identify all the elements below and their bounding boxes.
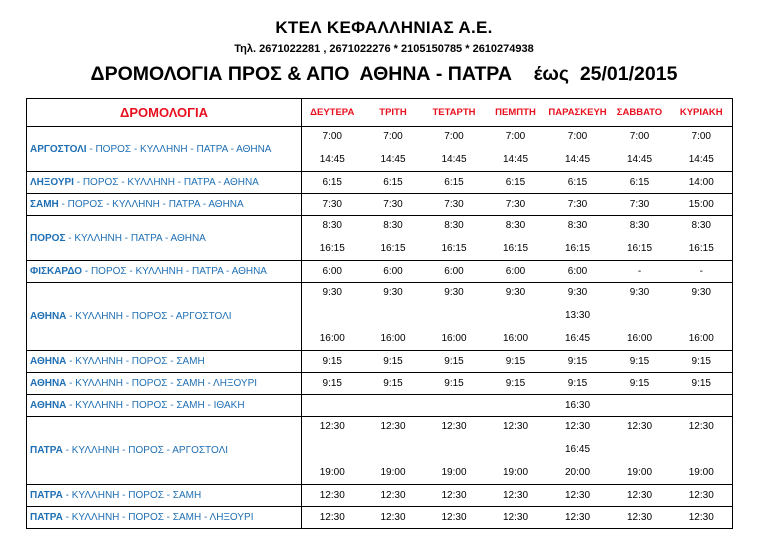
departure-time: 16:15 bbox=[626, 243, 653, 254]
departure-time: 16:00 bbox=[380, 333, 406, 344]
departure-time: 7:30 bbox=[567, 199, 588, 210]
departure-time: 12:30 bbox=[626, 490, 653, 501]
departure-time: 9:15 bbox=[505, 378, 526, 389]
departure-cell bbox=[485, 417, 547, 485]
departure-time: 16:30 bbox=[564, 400, 591, 411]
day-header: ΤΕΤΑΡΤΗ bbox=[424, 99, 485, 127]
departure-cell bbox=[547, 283, 609, 351]
route-stops: - ΠΟΡΟΣ - ΚΥΛΛΗΝΗ - ΠΑΤΡΑ - ΑΘΗΝΑ bbox=[58, 199, 244, 210]
departure-cell bbox=[547, 216, 609, 261]
route-stops: - ΚΥΛΛΗΝΗ - ΠΟΡΟΣ - ΣΑΜΗ bbox=[62, 490, 202, 501]
departure-time: 19:00 bbox=[626, 467, 653, 478]
departure-time: 6:00 bbox=[567, 266, 588, 277]
departure-time: 9:15 bbox=[567, 356, 588, 367]
route-cell bbox=[27, 351, 302, 373]
departure-cell bbox=[302, 216, 363, 261]
phone-numbers: Τηλ. 2671022281 , 2671022276 * 2105150785 * 2610274938 bbox=[234, 43, 534, 55]
header-row bbox=[27, 99, 733, 127]
departure-cell bbox=[609, 261, 671, 283]
departure-time: 19:00 bbox=[688, 467, 714, 478]
departure-cell bbox=[547, 127, 609, 172]
route-origin: ΑΘΗΝΑ bbox=[30, 400, 67, 411]
departure-time: 12:30 bbox=[626, 512, 653, 523]
departure-time: 8:30 bbox=[383, 220, 403, 231]
route-stops: - ΚΥΛΛΗΝΗ - ΠΟΡΟΣ - ΑΡΓΟΣΤΟΛΙ bbox=[66, 311, 232, 322]
departure-cell bbox=[363, 351, 424, 373]
departure-time: 16:15 bbox=[564, 243, 591, 254]
departure-time: 7:00 bbox=[567, 131, 588, 142]
departure-cell bbox=[424, 127, 485, 172]
departure-cell bbox=[609, 216, 671, 261]
departure-time: 12:30 bbox=[380, 512, 406, 523]
departure-cell bbox=[485, 373, 547, 395]
departure-time: 19:00 bbox=[380, 467, 406, 478]
departure-time: 6:15 bbox=[505, 177, 526, 188]
departure-cell bbox=[485, 395, 547, 417]
departure-cell bbox=[547, 507, 609, 529]
departure-cell bbox=[424, 216, 485, 261]
departure-time: 9:15 bbox=[567, 378, 588, 389]
table-row bbox=[27, 417, 733, 485]
departure-time: 12:30 bbox=[688, 512, 714, 523]
route-stops: - ΠΟΡΟΣ - ΚΥΛΛΗΝΗ - ΠΑΤΡΑ - ΑΘΗΝΑ bbox=[82, 266, 267, 277]
departure-cell bbox=[363, 395, 424, 417]
departure-cell bbox=[609, 172, 671, 194]
departure-time: 12:30 bbox=[441, 512, 467, 523]
table-row bbox=[27, 216, 733, 261]
departure-cell bbox=[302, 194, 363, 216]
table-row bbox=[27, 485, 733, 507]
table-row bbox=[27, 283, 733, 351]
departure-cell bbox=[671, 216, 733, 261]
table-row bbox=[27, 395, 733, 417]
departure-time: 16:15 bbox=[688, 243, 714, 254]
departure-time: 8:30 bbox=[567, 220, 588, 231]
departure-cell bbox=[363, 216, 424, 261]
departure-time: 9:30 bbox=[629, 287, 650, 298]
departure-time: 12:30 bbox=[564, 490, 591, 501]
departure-time: 12:30 bbox=[319, 421, 345, 432]
departure-cell bbox=[547, 194, 609, 216]
departure-cell bbox=[424, 395, 485, 417]
route-origin: ΠΑΤΡΑ bbox=[30, 512, 63, 523]
departure-cell bbox=[363, 417, 424, 485]
departure-cell bbox=[485, 261, 547, 283]
departure-cell bbox=[424, 373, 485, 395]
departure-cell bbox=[547, 395, 609, 417]
departure-time: 9:15 bbox=[322, 378, 342, 389]
departure-time: 6:15 bbox=[567, 177, 588, 188]
departure-cell bbox=[485, 485, 547, 507]
departure-time: 14:45 bbox=[626, 154, 653, 165]
departure-time: 12:30 bbox=[502, 421, 529, 432]
departure-cell bbox=[302, 351, 363, 373]
departure-cell bbox=[424, 507, 485, 529]
route-cell bbox=[27, 507, 302, 529]
departure-time: 14:45 bbox=[319, 154, 345, 165]
departure-time: 12:30 bbox=[688, 421, 714, 432]
departure-time: 6:00 bbox=[383, 266, 403, 277]
schedule-title: ΔΡΟΜΟΛΟΓΙΑ ΠΡΟΣ & ΑΠΟ ΑΘΗΝΑ - ΠΑΤΡΑ έως 25/01/2015 bbox=[90, 63, 678, 85]
departure-cell bbox=[485, 194, 547, 216]
departure-cell bbox=[671, 283, 733, 351]
departure-time: 9:15 bbox=[383, 378, 403, 389]
departure-time: 14:00 bbox=[688, 177, 714, 188]
departure-time: 9:15 bbox=[444, 356, 464, 367]
departure-time: 19:00 bbox=[441, 467, 467, 478]
departure-cell bbox=[609, 194, 671, 216]
departure-cell bbox=[671, 351, 733, 373]
departure-cell bbox=[609, 127, 671, 172]
departure-time: 9:30 bbox=[505, 287, 526, 298]
schedule-table bbox=[26, 98, 733, 529]
departure-time: 8:30 bbox=[444, 220, 464, 231]
departure-time: 12:30 bbox=[441, 421, 467, 432]
route-stops: - ΠΟΡΟΣ - ΚΥΛΛΗΝΗ - ΠΑΤΡΑ - ΑΘΗΝΑ bbox=[73, 177, 259, 188]
departure-cell bbox=[302, 172, 363, 194]
departure-time: 12:30 bbox=[319, 490, 345, 501]
route-stops: - ΚΥΛΛΗΝΗ - ΠΟΡΟΣ - ΣΑΜΗ - ΙΘΑΚΗ bbox=[66, 400, 245, 411]
departure-time: 9:15 bbox=[629, 378, 650, 389]
departure-time: 9:15 bbox=[629, 356, 650, 367]
departure-cell bbox=[609, 507, 671, 529]
departure-time: 12:30 bbox=[564, 512, 591, 523]
departure-time: 15:00 bbox=[688, 199, 714, 210]
departure-time: 16:15 bbox=[380, 243, 406, 254]
departure-cell bbox=[547, 373, 609, 395]
route-origin: ΠΟΡΟΣ bbox=[30, 232, 66, 244]
departure-time: - bbox=[699, 266, 703, 277]
departure-cell bbox=[485, 507, 547, 529]
departure-cell bbox=[302, 417, 363, 485]
departure-cell bbox=[302, 395, 363, 417]
departure-time: 16:15 bbox=[319, 243, 345, 254]
departure-time: 16:15 bbox=[441, 243, 467, 254]
departure-time: 7:00 bbox=[322, 131, 342, 142]
departure-cell bbox=[671, 261, 733, 283]
departure-time: 7:30 bbox=[322, 199, 342, 210]
departure-cell bbox=[485, 127, 547, 172]
departure-time: 14:45 bbox=[502, 154, 529, 165]
departure-cell bbox=[363, 127, 424, 172]
departure-cell bbox=[671, 127, 733, 172]
departure-cell bbox=[609, 417, 671, 485]
departure-time: 14:45 bbox=[441, 154, 467, 165]
departure-time: 12:30 bbox=[688, 490, 714, 501]
route-stops: - ΚΥΛΛΗΝΗ - ΠΟΡΟΣ - ΑΡΓΟΣΤΟΛΙ bbox=[62, 445, 229, 456]
departure-cell bbox=[609, 283, 671, 351]
departure-time: 7:30 bbox=[629, 199, 650, 210]
departure-time: 16:00 bbox=[319, 333, 345, 344]
route-stops: - ΚΥΛΛΗΝΗ - ΠΟΡΟΣ - ΣΑΜΗ bbox=[66, 356, 205, 367]
departure-time: - bbox=[637, 266, 642, 277]
departure-cell bbox=[424, 417, 485, 485]
day-header: ΠΑΡΑΣΚΕΥΗ bbox=[547, 99, 609, 127]
route-origin: ΑΘΗΝΑ bbox=[30, 356, 67, 367]
departure-time: 16:00 bbox=[688, 333, 714, 344]
departure-cell bbox=[671, 395, 733, 417]
departure-time: 9:30 bbox=[322, 287, 342, 298]
departure-cell bbox=[671, 417, 733, 485]
departure-cell bbox=[302, 485, 363, 507]
departure-cell bbox=[302, 373, 363, 395]
departure-time: 20:00 bbox=[564, 467, 591, 478]
route-stops: - ΚΥΛΛΗΝΗ - ΠΑΤΡΑ - ΑΘΗΝΑ bbox=[65, 232, 206, 244]
departure-cell bbox=[424, 485, 485, 507]
departure-cell bbox=[424, 172, 485, 194]
departure-time: 9:30 bbox=[383, 287, 403, 298]
route-cell bbox=[27, 283, 302, 351]
departure-cell bbox=[363, 283, 424, 351]
route-stops: - ΚΥΛΛΗΝΗ - ΠΟΡΟΣ - ΣΑΜΗ - ΛΗΞΟΥΡΙ bbox=[66, 378, 258, 389]
route-origin: ΛΗΞΟΥΡΙ bbox=[30, 177, 74, 188]
departure-cell bbox=[671, 373, 733, 395]
route-origin: ΠΑΤΡΑ bbox=[30, 445, 63, 456]
route-cell bbox=[27, 194, 302, 216]
departure-time: 12:30 bbox=[380, 421, 406, 432]
departure-cell bbox=[485, 216, 547, 261]
departure-time: 16:00 bbox=[626, 333, 653, 344]
departure-cell bbox=[485, 172, 547, 194]
departure-time: 9:15 bbox=[691, 356, 711, 367]
route-cell bbox=[27, 373, 302, 395]
route-stops: - ΚΥΛΛΗΝΗ - ΠΟΡΟΣ - ΣΑΜΗ - ΛΗΞΟΥΡΙ bbox=[62, 512, 254, 523]
route-origin: ΣΑΜΗ bbox=[30, 199, 59, 210]
departure-time: 9:15 bbox=[691, 378, 711, 389]
route-cell bbox=[27, 261, 302, 283]
departure-cell bbox=[609, 351, 671, 373]
departure-cell bbox=[363, 172, 424, 194]
departure-time: 9:15 bbox=[383, 356, 403, 367]
departure-time: 8:30 bbox=[629, 220, 650, 231]
departure-time: 19:00 bbox=[319, 467, 345, 478]
route-origin: ΑΘΗΝΑ bbox=[30, 311, 67, 322]
route-cell bbox=[27, 127, 302, 172]
route-origin: ΦΙΣΚΑΡΔΟ bbox=[30, 266, 83, 277]
departure-cell bbox=[363, 194, 424, 216]
route-cell bbox=[27, 172, 302, 194]
departure-time: 6:15 bbox=[322, 177, 342, 188]
departure-time: 9:30 bbox=[691, 287, 711, 298]
departure-cell bbox=[485, 283, 547, 351]
company-name: ΚΤΕΛ ΚΕΦΑΛΛΗΝΙΑΣ Α.Ε. bbox=[275, 18, 493, 37]
departure-time: 9:15 bbox=[444, 378, 464, 389]
route-origin: ΑΡΓΟΣΤΟΛΙ bbox=[30, 143, 87, 155]
departure-cell bbox=[424, 351, 485, 373]
departure-time: 6:00 bbox=[444, 266, 464, 277]
departure-time: 14:45 bbox=[688, 154, 714, 165]
departure-cell bbox=[424, 261, 485, 283]
route-cell bbox=[27, 485, 302, 507]
departure-cell bbox=[609, 373, 671, 395]
departure-time: 9:30 bbox=[444, 287, 464, 298]
departure-cell bbox=[302, 261, 363, 283]
route-cell bbox=[27, 395, 302, 417]
departure-cell bbox=[547, 417, 609, 485]
departure-cell bbox=[547, 485, 609, 507]
day-header: ΔΕΥΤΕΡΑ bbox=[302, 99, 363, 127]
departure-time: 12:30 bbox=[380, 490, 406, 501]
departure-time: 7:30 bbox=[444, 199, 464, 210]
departure-cell bbox=[671, 485, 733, 507]
departure-time: 16:15 bbox=[502, 243, 529, 254]
table-row bbox=[27, 351, 733, 373]
departure-time: 6:15 bbox=[629, 177, 650, 188]
route-cell bbox=[27, 417, 302, 485]
departure-time: 14:45 bbox=[564, 154, 591, 165]
departure-cell bbox=[302, 127, 363, 172]
departure-time: 7:00 bbox=[444, 131, 464, 142]
departure-cell bbox=[547, 172, 609, 194]
day-header: ΠΕΜΠΤΗ bbox=[485, 99, 547, 127]
departure-time: 12:30 bbox=[502, 512, 529, 523]
departure-cell bbox=[424, 283, 485, 351]
departure-time: 16:45 bbox=[564, 333, 591, 344]
departure-time: 12:30 bbox=[626, 421, 653, 432]
departure-cell bbox=[302, 507, 363, 529]
departure-time: 12:30 bbox=[564, 421, 591, 432]
route-cell bbox=[27, 216, 302, 261]
route-origin: ΠΑΤΡΑ bbox=[30, 490, 63, 501]
departure-time: 9:15 bbox=[322, 356, 342, 367]
departure-time: 6:00 bbox=[505, 266, 526, 277]
departure-time: 13:30 bbox=[564, 310, 591, 321]
departure-cell bbox=[671, 172, 733, 194]
route-stops: - ΠΟΡΟΣ - ΚΥΛΛΗΝΗ - ΠΑΤΡΑ - ΑΘΗΝΑ bbox=[86, 143, 272, 155]
departure-cell bbox=[547, 261, 609, 283]
departure-time: 9:30 bbox=[567, 287, 588, 298]
departure-time: 7:30 bbox=[383, 199, 403, 210]
departure-cell bbox=[671, 507, 733, 529]
departure-time: 14:45 bbox=[380, 154, 406, 165]
table-row bbox=[27, 373, 733, 395]
table-row bbox=[27, 507, 733, 529]
departure-cell bbox=[424, 194, 485, 216]
departure-time: 7:00 bbox=[505, 131, 526, 142]
day-header: ΤΡΙΤΗ bbox=[363, 99, 424, 127]
departure-time: 12:30 bbox=[319, 512, 345, 523]
table-row bbox=[27, 194, 733, 216]
table-row bbox=[27, 172, 733, 194]
routes-column-header: ΔΡΟΜΟΛΟΓΙΑ bbox=[27, 99, 302, 127]
departure-cell bbox=[363, 261, 424, 283]
departure-time: 16:45 bbox=[564, 444, 591, 455]
departure-time: 8:30 bbox=[691, 220, 711, 231]
departure-cell bbox=[609, 395, 671, 417]
departure-time: 6:15 bbox=[444, 177, 464, 188]
departure-cell bbox=[363, 485, 424, 507]
table-row bbox=[27, 261, 733, 283]
departure-time: 12:30 bbox=[502, 490, 529, 501]
day-header: ΚΥΡΙΑΚΗ bbox=[671, 99, 733, 127]
departure-time: 6:00 bbox=[322, 266, 342, 277]
departure-cell bbox=[485, 351, 547, 373]
day-header: ΣΑΒΒΑΤΟ bbox=[609, 99, 671, 127]
departure-time: 6:15 bbox=[383, 177, 403, 188]
departure-cell bbox=[671, 194, 733, 216]
departure-time: 9:15 bbox=[505, 356, 526, 367]
departure-time: 7:00 bbox=[629, 131, 650, 142]
departure-cell bbox=[547, 351, 609, 373]
departure-cell bbox=[302, 283, 363, 351]
route-origin: ΑΘΗΝΑ bbox=[30, 378, 67, 389]
departure-time: 12:30 bbox=[441, 490, 467, 501]
departure-time: 7:30 bbox=[505, 199, 526, 210]
departure-cell bbox=[609, 485, 671, 507]
departure-time: 7:00 bbox=[383, 131, 403, 142]
departure-time: 19:00 bbox=[502, 467, 529, 478]
departure-time: 8:30 bbox=[322, 220, 342, 231]
table-row bbox=[27, 127, 733, 172]
departure-cell bbox=[363, 373, 424, 395]
departure-time: 8:30 bbox=[505, 220, 526, 231]
departure-time: 7:00 bbox=[691, 131, 711, 142]
departure-time: 16:00 bbox=[502, 333, 529, 344]
departure-time: 16:00 bbox=[441, 333, 467, 344]
departure-cell bbox=[363, 507, 424, 529]
